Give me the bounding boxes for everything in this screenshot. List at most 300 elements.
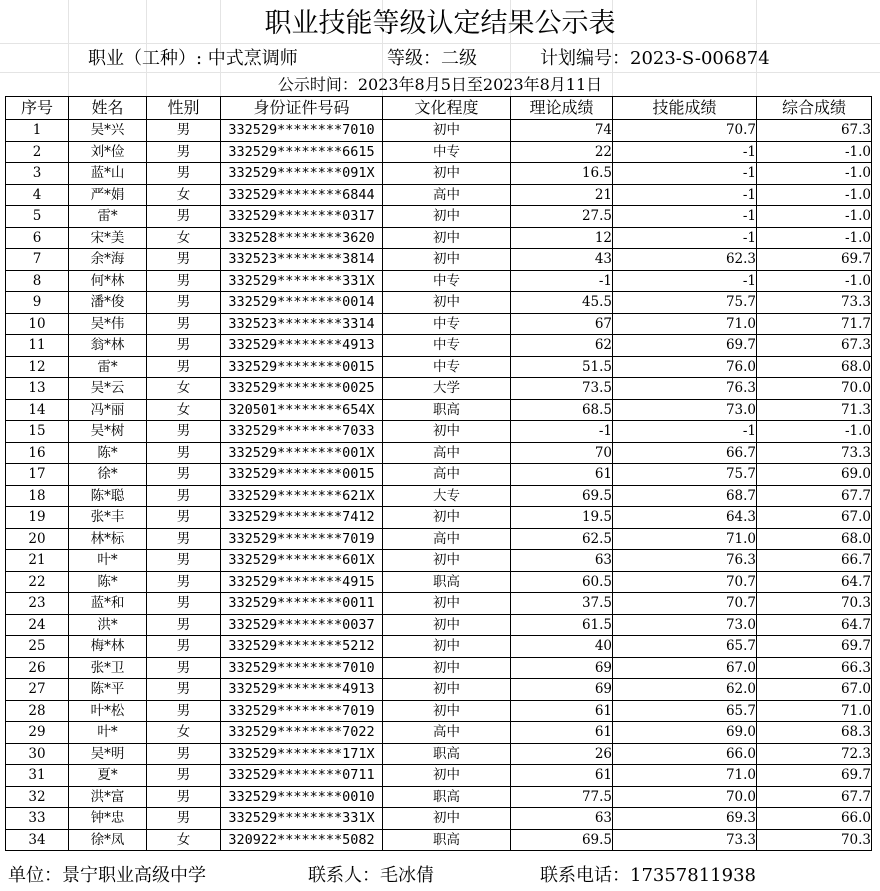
- cell-id-number[interactable]: 332529********601X: [221, 550, 383, 572]
- cell-skill-score[interactable]: -1: [613, 184, 757, 206]
- col-header-education[interactable]: 文化程度: [383, 97, 511, 120]
- cell-theory-score[interactable]: 40: [511, 636, 613, 658]
- cell-skill-score[interactable]: 66.7: [613, 442, 757, 464]
- cell-id-number[interactable]: 332529********621X: [221, 485, 383, 507]
- cell-gender[interactable]: 男: [147, 120, 221, 142]
- cell-theory-score[interactable]: 61.5: [511, 614, 613, 636]
- cell-education[interactable]: 中专: [383, 270, 511, 292]
- cell-id-number[interactable]: 332529********7019: [221, 528, 383, 550]
- cell-index[interactable]: 14: [6, 399, 69, 421]
- cell-gender[interactable]: 女: [147, 184, 221, 206]
- occupation-cell[interactable]: 职业（工种）: 中式烹调师: [88, 48, 298, 69]
- cell-name[interactable]: 吴*明: [69, 743, 147, 765]
- cell-gender[interactable]: 男: [147, 292, 221, 314]
- cell-id-number[interactable]: 332529********0011: [221, 593, 383, 615]
- cell-skill-score[interactable]: 65.7: [613, 636, 757, 658]
- cell-overall-score[interactable]: -1.0: [757, 270, 872, 292]
- cell-name[interactable]: 张*卫: [69, 657, 147, 679]
- cell-gender[interactable]: 男: [147, 507, 221, 529]
- cell-theory-score[interactable]: 74: [511, 120, 613, 142]
- cell-theory-score[interactable]: 68.5: [511, 399, 613, 421]
- cell-id-number[interactable]: 332529********0711: [221, 765, 383, 787]
- cell-overall-score[interactable]: 66.7: [757, 550, 872, 572]
- cell-overall-score[interactable]: 67.0: [757, 507, 872, 529]
- cell-overall-score[interactable]: 71.3: [757, 399, 872, 421]
- cell-overall-score[interactable]: 71.7: [757, 313, 872, 335]
- cell-overall-score[interactable]: -1.0: [757, 184, 872, 206]
- cell-overall-score[interactable]: 71.0: [757, 700, 872, 722]
- cell-theory-score[interactable]: 27.5: [511, 206, 613, 228]
- cell-theory-score[interactable]: -1: [511, 421, 613, 443]
- cell-overall-score[interactable]: 67.3: [757, 335, 872, 357]
- cell-id-number[interactable]: 332529********7010: [221, 657, 383, 679]
- cell-index[interactable]: 31: [6, 765, 69, 787]
- cell-education[interactable]: 初中: [383, 679, 511, 701]
- cell-index[interactable]: 29: [6, 722, 69, 744]
- cell-id-number[interactable]: 332529********7412: [221, 507, 383, 529]
- cell-gender[interactable]: 男: [147, 206, 221, 228]
- cell-skill-score[interactable]: -1: [613, 227, 757, 249]
- cell-theory-score[interactable]: 12: [511, 227, 613, 249]
- cell-name[interactable]: 陈*: [69, 442, 147, 464]
- cell-overall-score[interactable]: 70.0: [757, 378, 872, 400]
- cell-education[interactable]: 高中: [383, 442, 511, 464]
- cell-index[interactable]: 11: [6, 335, 69, 357]
- cell-education[interactable]: 中专: [383, 356, 511, 378]
- cell-id-number[interactable]: 332529********0037: [221, 614, 383, 636]
- cell-skill-score[interactable]: 66.0: [613, 743, 757, 765]
- cell-theory-score[interactable]: 60.5: [511, 571, 613, 593]
- cell-index[interactable]: 9: [6, 292, 69, 314]
- cell-gender[interactable]: 男: [147, 442, 221, 464]
- cell-overall-score[interactable]: -1.0: [757, 206, 872, 228]
- cell-name[interactable]: 徐*: [69, 464, 147, 486]
- cell-gender[interactable]: 男: [147, 743, 221, 765]
- cell-education[interactable]: 初中: [383, 421, 511, 443]
- cell-gender[interactable]: 男: [147, 485, 221, 507]
- cell-overall-score[interactable]: 66.0: [757, 808, 872, 830]
- cell-gender[interactable]: 男: [147, 270, 221, 292]
- col-header-name[interactable]: 姓名: [69, 97, 147, 120]
- cell-skill-score[interactable]: -1: [613, 206, 757, 228]
- cell-gender[interactable]: 女: [147, 227, 221, 249]
- cell-theory-score[interactable]: 51.5: [511, 356, 613, 378]
- cell-gender[interactable]: 女: [147, 829, 221, 851]
- cell-skill-score[interactable]: 70.7: [613, 120, 757, 142]
- cell-id-number[interactable]: 332529********0015: [221, 356, 383, 378]
- cell-gender[interactable]: 女: [147, 722, 221, 744]
- col-header-theory-score[interactable]: 理论成绩: [511, 97, 613, 120]
- table-row: [6, 163, 872, 185]
- cell-name[interactable]: 陈*平: [69, 679, 147, 701]
- cell-id-number[interactable]: 332529********0317: [221, 206, 383, 228]
- cell-overall-score[interactable]: -1.0: [757, 141, 872, 163]
- cell-theory-score[interactable]: 61: [511, 765, 613, 787]
- cell-id-number[interactable]: 332529********091X: [221, 163, 383, 185]
- cell-id-number[interactable]: 332529********6844: [221, 184, 383, 206]
- cell-theory-score[interactable]: 61: [511, 722, 613, 744]
- cell-index[interactable]: 26: [6, 657, 69, 679]
- cell-name[interactable]: 陈*: [69, 571, 147, 593]
- cell-name[interactable]: 梅*林: [69, 636, 147, 658]
- cell-id-number[interactable]: 332529********0014: [221, 292, 383, 314]
- cell-skill-score[interactable]: 73.0: [613, 399, 757, 421]
- cell-education[interactable]: 大学: [383, 378, 511, 400]
- cell-id-number[interactable]: 332529********7033: [221, 421, 383, 443]
- col-header-gender[interactable]: 性别: [147, 97, 221, 120]
- cell-skill-score[interactable]: -1: [613, 270, 757, 292]
- cell-overall-score[interactable]: 69.0: [757, 464, 872, 486]
- cell-id-number[interactable]: 332528********3620: [221, 227, 383, 249]
- cell-name[interactable]: 夏*: [69, 765, 147, 787]
- cell-gender[interactable]: 男: [147, 593, 221, 615]
- cell-overall-score[interactable]: 64.7: [757, 571, 872, 593]
- cell-theory-score[interactable]: 26: [511, 743, 613, 765]
- cell-name[interactable]: 吴*兴: [69, 120, 147, 142]
- cell-gender[interactable]: 男: [147, 786, 221, 808]
- cell-skill-score[interactable]: 64.3: [613, 507, 757, 529]
- cell-name[interactable]: 蓝*山: [69, 163, 147, 185]
- cell-education[interactable]: 初中: [383, 507, 511, 529]
- cell-skill-score[interactable]: 73.3: [613, 829, 757, 851]
- cell-index[interactable]: 21: [6, 550, 69, 572]
- cell-id-number[interactable]: 332529********7010: [221, 120, 383, 142]
- table-row: [6, 700, 872, 722]
- cell-gender[interactable]: 男: [147, 421, 221, 443]
- cell-theory-score[interactable]: -1: [511, 270, 613, 292]
- cell-name[interactable]: 张*丰: [69, 507, 147, 529]
- cell-index[interactable]: 17: [6, 464, 69, 486]
- table-row: [6, 206, 872, 228]
- cell-education[interactable]: 中专: [383, 141, 511, 163]
- cell-name[interactable]: 宋*美: [69, 227, 147, 249]
- cell-name[interactable]: 林*标: [69, 528, 147, 550]
- cell-education[interactable]: 职高: [383, 743, 511, 765]
- cell-index[interactable]: 8: [6, 270, 69, 292]
- cell-education[interactable]: 初中: [383, 550, 511, 572]
- cell-overall-score[interactable]: 68.3: [757, 722, 872, 744]
- cell-index[interactable]: 10: [6, 313, 69, 335]
- cell-theory-score[interactable]: 21: [511, 184, 613, 206]
- cell-overall-score[interactable]: 66.3: [757, 657, 872, 679]
- cell-gender[interactable]: 男: [147, 356, 221, 378]
- cell-skill-score[interactable]: 69.3: [613, 808, 757, 830]
- cell-theory-score[interactable]: 67: [511, 313, 613, 335]
- cell-name[interactable]: 钟*忠: [69, 808, 147, 830]
- cell-id-number[interactable]: 332529********0015: [221, 464, 383, 486]
- table-row: [6, 614, 872, 636]
- cell-skill-score[interactable]: 62.3: [613, 249, 757, 271]
- cell-gender[interactable]: 男: [147, 765, 221, 787]
- col-header-overall-score[interactable]: 综合成绩: [757, 97, 872, 120]
- cell-index[interactable]: 22: [6, 571, 69, 593]
- cell-name[interactable]: 严*娟: [69, 184, 147, 206]
- cell-overall-score[interactable]: 67.0: [757, 679, 872, 701]
- cell-index[interactable]: 7: [6, 249, 69, 271]
- cell-education[interactable]: 中专: [383, 313, 511, 335]
- cell-gender[interactable]: 男: [147, 335, 221, 357]
- cell-overall-score[interactable]: 70.3: [757, 829, 872, 851]
- cell-overall-score[interactable]: 67.3: [757, 120, 872, 142]
- cell-id-number[interactable]: 332529********171X: [221, 743, 383, 765]
- cell-skill-score[interactable]: 70.7: [613, 593, 757, 615]
- cell-theory-score[interactable]: 69.5: [511, 829, 613, 851]
- cell-index[interactable]: 24: [6, 614, 69, 636]
- cell-gender[interactable]: 男: [147, 614, 221, 636]
- cell-theory-score[interactable]: 45.5: [511, 292, 613, 314]
- cell-index[interactable]: 25: [6, 636, 69, 658]
- cell-gender[interactable]: 女: [147, 399, 221, 421]
- cell-skill-score[interactable]: -1: [613, 141, 757, 163]
- cell-name[interactable]: 刘*俭: [69, 141, 147, 163]
- cell-skill-score[interactable]: 67.0: [613, 657, 757, 679]
- cell-index[interactable]: 13: [6, 378, 69, 400]
- cell-skill-score[interactable]: 69.0: [613, 722, 757, 744]
- cell-gender[interactable]: 男: [147, 700, 221, 722]
- cell-overall-score[interactable]: 73.3: [757, 442, 872, 464]
- cell-overall-score[interactable]: 67.7: [757, 786, 872, 808]
- cell-education[interactable]: 初中: [383, 120, 511, 142]
- cell-index[interactable]: 1: [6, 120, 69, 142]
- cell-name[interactable]: 叶*: [69, 550, 147, 572]
- plan-number-cell[interactable]: 计划编号：2023-S-006874: [540, 48, 770, 69]
- cell-theory-score[interactable]: 61: [511, 464, 613, 486]
- results-table: [5, 96, 872, 851]
- cell-overall-score[interactable]: 69.7: [757, 249, 872, 271]
- cell-index[interactable]: 16: [6, 442, 69, 464]
- cell-gender[interactable]: 男: [147, 679, 221, 701]
- cell-theory-score[interactable]: 62.5: [511, 528, 613, 550]
- cell-name[interactable]: 吴*云: [69, 378, 147, 400]
- cell-education[interactable]: 初中: [383, 700, 511, 722]
- cell-gender[interactable]: 男: [147, 313, 221, 335]
- cell-name[interactable]: 雷*: [69, 356, 147, 378]
- cell-id-number[interactable]: 332529********0010: [221, 786, 383, 808]
- cell-education[interactable]: 初中: [383, 636, 511, 658]
- cell-index[interactable]: 4: [6, 184, 69, 206]
- col-header-id-number[interactable]: 身份证件号码: [221, 97, 383, 120]
- col-header-index[interactable]: 序号: [6, 97, 69, 120]
- cell-theory-score[interactable]: 69.5: [511, 485, 613, 507]
- header-row: [6, 97, 872, 120]
- cell-theory-score[interactable]: 43: [511, 249, 613, 271]
- cell-theory-score[interactable]: 37.5: [511, 593, 613, 615]
- cell-skill-score[interactable]: 65.7: [613, 700, 757, 722]
- cell-gender[interactable]: 男: [147, 808, 221, 830]
- cell-education[interactable]: 高中: [383, 464, 511, 486]
- cell-overall-score[interactable]: -1.0: [757, 421, 872, 443]
- unit-cell[interactable]: 单位：景宁职业高级中学: [8, 865, 206, 886]
- cell-id-number[interactable]: 332529********7019: [221, 700, 383, 722]
- cell-gender[interactable]: 女: [147, 378, 221, 400]
- cell-id-number[interactable]: 320501********654X: [221, 399, 383, 421]
- cell-skill-score[interactable]: 71.0: [613, 528, 757, 550]
- cell-education[interactable]: 职高: [383, 786, 511, 808]
- cell-index[interactable]: 34: [6, 829, 69, 851]
- cell-theory-score[interactable]: 62: [511, 335, 613, 357]
- cell-index[interactable]: 12: [6, 356, 69, 378]
- cell-gender[interactable]: 男: [147, 464, 221, 486]
- cell-skill-score[interactable]: 76.3: [613, 550, 757, 572]
- cell-theory-score[interactable]: 61: [511, 700, 613, 722]
- cell-id-number[interactable]: 332529********4913: [221, 335, 383, 357]
- cell-id-number[interactable]: 332529********4915: [221, 571, 383, 593]
- cell-name[interactable]: 陈*聪: [69, 485, 147, 507]
- cell-overall-score[interactable]: 69.7: [757, 636, 872, 658]
- cell-overall-score[interactable]: 68.0: [757, 356, 872, 378]
- cell-skill-score[interactable]: 75.7: [613, 292, 757, 314]
- cell-gender[interactable]: 男: [147, 249, 221, 271]
- cell-education[interactable]: 中专: [383, 335, 511, 357]
- cell-skill-score[interactable]: 71.0: [613, 765, 757, 787]
- cell-theory-score[interactable]: 69: [511, 657, 613, 679]
- cell-index[interactable]: 33: [6, 808, 69, 830]
- cell-index[interactable]: 5: [6, 206, 69, 228]
- cell-skill-score[interactable]: 76.3: [613, 378, 757, 400]
- cell-overall-score[interactable]: -1.0: [757, 227, 872, 249]
- cell-overall-score[interactable]: 67.7: [757, 485, 872, 507]
- cell-theory-score[interactable]: 77.5: [511, 786, 613, 808]
- cell-overall-score[interactable]: 70.3: [757, 593, 872, 615]
- cell-name[interactable]: 何*林: [69, 270, 147, 292]
- cell-theory-score[interactable]: 63: [511, 550, 613, 572]
- cell-gender[interactable]: 男: [147, 636, 221, 658]
- cell-education[interactable]: 初中: [383, 206, 511, 228]
- cell-id-number[interactable]: 332529********7022: [221, 722, 383, 744]
- cell-skill-score[interactable]: 76.0: [613, 356, 757, 378]
- cell-education[interactable]: 初中: [383, 593, 511, 615]
- cell-education[interactable]: 职高: [383, 829, 511, 851]
- cell-name[interactable]: 冯*丽: [69, 399, 147, 421]
- cell-index[interactable]: 32: [6, 786, 69, 808]
- cell-skill-score[interactable]: 71.0: [613, 313, 757, 335]
- cell-education[interactable]: 高中: [383, 528, 511, 550]
- cell-gender[interactable]: 男: [147, 550, 221, 572]
- cell-education[interactable]: 初中: [383, 614, 511, 636]
- level-cell[interactable]: 等级：二级: [387, 48, 477, 69]
- publicity-period-cell[interactable]: 公示时间：2023年8月5日至2023年8月11日: [277, 75, 603, 94]
- cell-education[interactable]: 初中: [383, 765, 511, 787]
- cell-theory-score[interactable]: 69: [511, 679, 613, 701]
- cell-skill-score[interactable]: -1: [613, 163, 757, 185]
- table-row: [6, 249, 872, 271]
- cell-education[interactable]: 初中: [383, 227, 511, 249]
- footer-line: [0, 862, 880, 890]
- cell-index[interactable]: 28: [6, 700, 69, 722]
- cell-name[interactable]: 潘*俊: [69, 292, 147, 314]
- cell-id-number[interactable]: 332529********331X: [221, 808, 383, 830]
- cell-theory-score[interactable]: 16.5: [511, 163, 613, 185]
- cell-name[interactable]: 吴*伟: [69, 313, 147, 335]
- cell-id-number[interactable]: 332529********4913: [221, 679, 383, 701]
- cell-overall-score[interactable]: 68.0: [757, 528, 872, 550]
- cell-name[interactable]: 叶*松: [69, 700, 147, 722]
- cell-name[interactable]: 雷*: [69, 206, 147, 228]
- cell-overall-score[interactable]: -1.0: [757, 163, 872, 185]
- cell-gender[interactable]: 男: [147, 571, 221, 593]
- contact-cell[interactable]: 联系人：毛冰倩: [308, 865, 434, 886]
- cell-index[interactable]: 2: [6, 141, 69, 163]
- cell-overall-score[interactable]: 69.7: [757, 765, 872, 787]
- cell-id-number[interactable]: 332529********5212: [221, 636, 383, 658]
- cell-theory-score[interactable]: 19.5: [511, 507, 613, 529]
- cell-education[interactable]: 职高: [383, 571, 511, 593]
- cell-name[interactable]: 洪*富: [69, 786, 147, 808]
- cell-index[interactable]: 20: [6, 528, 69, 550]
- cell-id-number[interactable]: 332529********331X: [221, 270, 383, 292]
- cell-name[interactable]: 洪*: [69, 614, 147, 636]
- cell-gender[interactable]: 男: [147, 163, 221, 185]
- cell-theory-score[interactable]: 73.5: [511, 378, 613, 400]
- cell-education[interactable]: 初中: [383, 657, 511, 679]
- table-row: [6, 636, 872, 658]
- cell-theory-score[interactable]: 70: [511, 442, 613, 464]
- cell-id-number[interactable]: 332529********001X: [221, 442, 383, 464]
- table-row: [6, 184, 872, 206]
- cell-gender[interactable]: 男: [147, 141, 221, 163]
- cell-name[interactable]: 翁*林: [69, 335, 147, 357]
- sheet-title[interactable]: 职业技能等级认定结果公示表: [264, 8, 616, 39]
- cell-theory-score[interactable]: 63: [511, 808, 613, 830]
- cell-skill-score[interactable]: 70.7: [613, 571, 757, 593]
- cell-index[interactable]: 27: [6, 679, 69, 701]
- cell-skill-score[interactable]: 69.7: [613, 335, 757, 357]
- cell-index[interactable]: 23: [6, 593, 69, 615]
- cell-skill-score[interactable]: 75.7: [613, 464, 757, 486]
- cell-index[interactable]: 3: [6, 163, 69, 185]
- cell-education[interactable]: 高中: [383, 722, 511, 744]
- cell-gender[interactable]: 男: [147, 528, 221, 550]
- cell-id-number[interactable]: 332523********3814: [221, 249, 383, 271]
- cell-overall-score[interactable]: 72.3: [757, 743, 872, 765]
- cell-education[interactable]: 初中: [383, 249, 511, 271]
- cell-id-number[interactable]: 320922********5082: [221, 829, 383, 851]
- results-body: [6, 120, 872, 851]
- cell-gender[interactable]: 男: [147, 657, 221, 679]
- cell-index[interactable]: 6: [6, 227, 69, 249]
- cell-id-number[interactable]: 332529********6615: [221, 141, 383, 163]
- cell-overall-score[interactable]: 64.7: [757, 614, 872, 636]
- cell-skill-score[interactable]: 62.0: [613, 679, 757, 701]
- col-header-skill-score[interactable]: 技能成绩: [613, 97, 757, 120]
- cell-skill-score[interactable]: -1: [613, 421, 757, 443]
- cell-index[interactable]: 15: [6, 421, 69, 443]
- cell-name[interactable]: 吴*树: [69, 421, 147, 443]
- cell-skill-score[interactable]: 73.0: [613, 614, 757, 636]
- cell-id-number[interactable]: 332529********0025: [221, 378, 383, 400]
- cell-name[interactable]: 叶*: [69, 722, 147, 744]
- cell-id-number[interactable]: 332523********3314: [221, 313, 383, 335]
- cell-name[interactable]: 蓝*和: [69, 593, 147, 615]
- cell-education[interactable]: 职高: [383, 399, 511, 421]
- cell-theory-score[interactable]: 22: [511, 141, 613, 163]
- cell-education[interactable]: 高中: [383, 184, 511, 206]
- cell-index[interactable]: 30: [6, 743, 69, 765]
- cell-name[interactable]: 徐*凤: [69, 829, 147, 851]
- cell-education[interactable]: 大专: [383, 485, 511, 507]
- cell-skill-score[interactable]: 70.0: [613, 786, 757, 808]
- cell-education[interactable]: 初中: [383, 808, 511, 830]
- cell-education[interactable]: 初中: [383, 163, 511, 185]
- cell-index[interactable]: 19: [6, 507, 69, 529]
- cell-skill-score[interactable]: 68.7: [613, 485, 757, 507]
- cell-overall-score[interactable]: 73.3: [757, 292, 872, 314]
- cell-index[interactable]: 18: [6, 485, 69, 507]
- phone-cell[interactable]: 联系电话：17357811938: [540, 865, 756, 886]
- cell-name[interactable]: 余*海: [69, 249, 147, 271]
- table-row: [6, 550, 872, 572]
- cell-education[interactable]: 初中: [383, 292, 511, 314]
